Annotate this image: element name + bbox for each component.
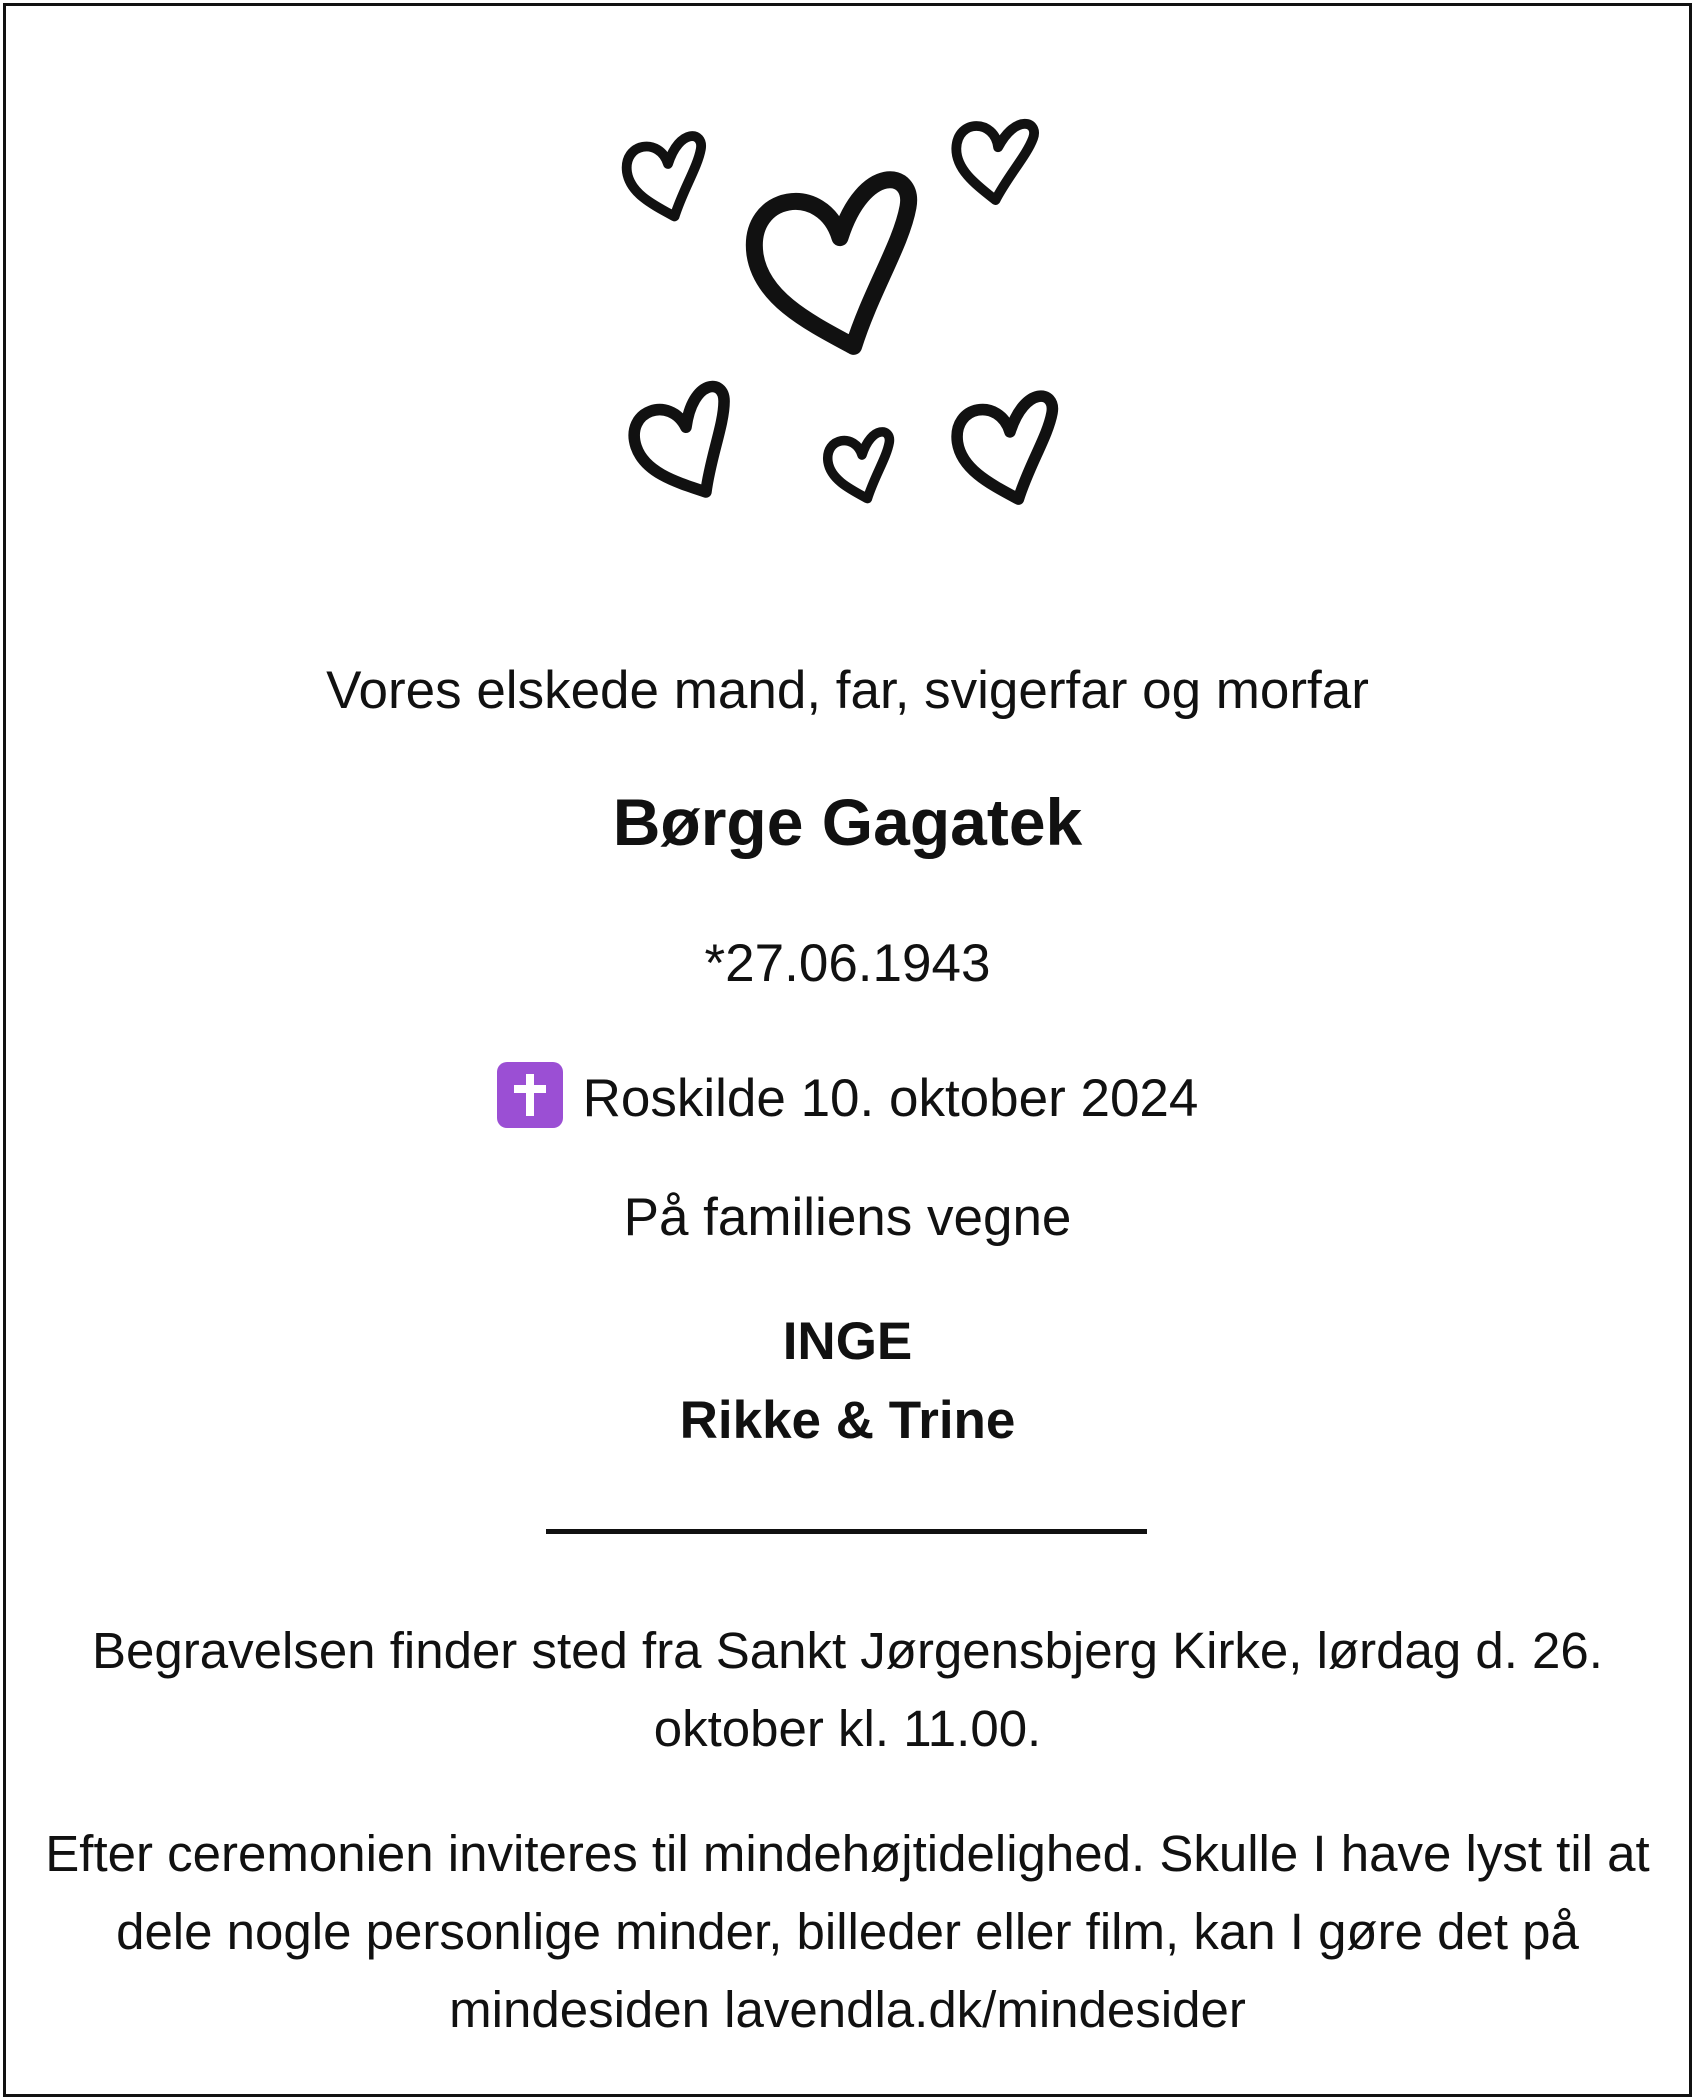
divider-line (546, 1529, 1147, 1534)
deceased-name: Børge Gagatek (612, 785, 1083, 859)
intro-text: Vores elskede mand, far, svigerfar og morfar (326, 661, 1369, 720)
on-behalf-text: På familiens vegne (623, 1188, 1072, 1247)
signer-primary: INGE (782, 1312, 913, 1371)
hand-drawn-hearts-icon (600, 110, 1100, 530)
signer-secondary: Rikke & Trine (679, 1391, 1016, 1450)
latin-cross-icon (497, 1062, 563, 1128)
heart-icon (948, 113, 1035, 205)
heart-icon (828, 432, 890, 499)
heart-icon (957, 396, 1052, 499)
heart-icon (627, 136, 701, 216)
funeral-details: Begravelsen finder sted fra Sankt Jørgensbjerg Kirke, lørdag d. 26. oktober kl. 11.00. (92, 1622, 1603, 1757)
memorial-invitation: Efter ceremonien inviteres til mindehøjtidelighed. Skulle I have lyst til at dele nogle personlige minder, billeder eller film, kan I gøre det på mindesiden lavendla.dk/mindesider (45, 1825, 1650, 2038)
death-line (0, 1062, 1695, 1129)
birth-date: *27.06.1943 (704, 934, 991, 993)
heart-icon (754, 180, 908, 347)
death-place-date: Roskilde 10. oktober 2024 (582, 1069, 1199, 1128)
heart-icon (628, 385, 740, 503)
